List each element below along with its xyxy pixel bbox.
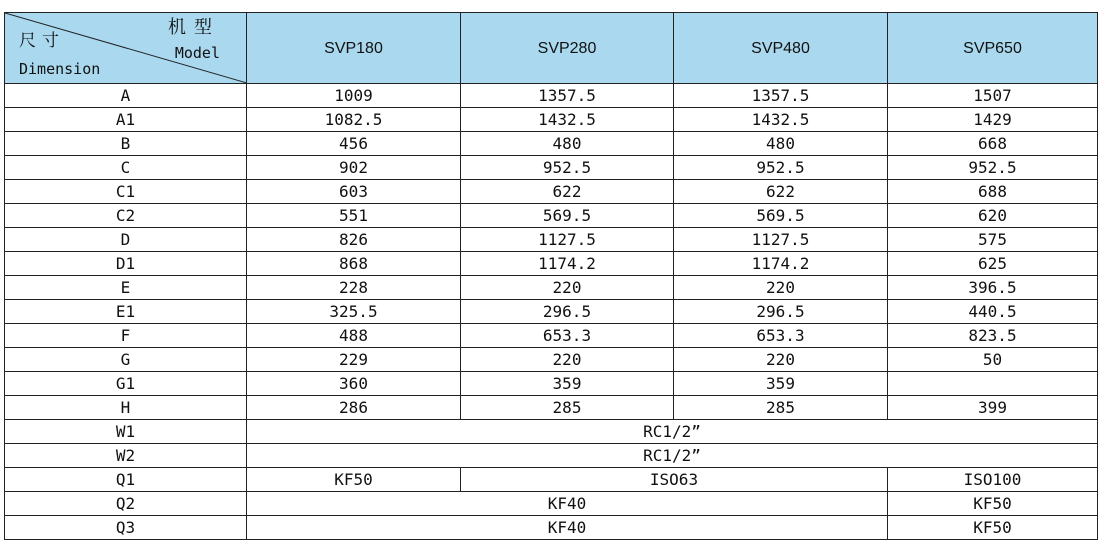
cell-value: 826 xyxy=(247,228,461,252)
table-row-q3 xyxy=(5,516,1098,540)
cell-value-merged: KF40 xyxy=(247,492,888,516)
cell-value: 220 xyxy=(674,276,888,300)
cell-value: 620 xyxy=(888,204,1098,228)
cell-value: 286 xyxy=(247,396,461,420)
cell-value: 396.5 xyxy=(888,276,1098,300)
row-label: Q1 xyxy=(5,468,247,492)
cell-value-merged: KF40 xyxy=(247,516,888,540)
table-row xyxy=(5,396,1098,420)
table-row xyxy=(5,348,1098,372)
cell-value: 480 xyxy=(461,132,674,156)
cell-value: 228 xyxy=(247,276,461,300)
dimension-table-container xyxy=(4,12,1098,540)
table-row xyxy=(5,276,1098,300)
cell-value: 653.3 xyxy=(674,324,888,348)
cell-value: 1357.5 xyxy=(461,84,674,108)
table-row xyxy=(5,108,1098,132)
model-header-svp180: SVP180 xyxy=(247,13,461,84)
model-header-svp480: SVP480 xyxy=(674,13,888,84)
model-header-svp280: SVP280 xyxy=(461,13,674,84)
cell-value: 551 xyxy=(247,204,461,228)
cell-value: 952.5 xyxy=(888,156,1098,180)
cell-value: 456 xyxy=(247,132,461,156)
table-row xyxy=(5,84,1098,108)
cell-value: 569.5 xyxy=(461,204,674,228)
cell-value: 603 xyxy=(247,180,461,204)
cell-value: 285 xyxy=(674,396,888,420)
cell-value: 823.5 xyxy=(888,324,1098,348)
row-label: W2 xyxy=(5,444,247,468)
cell-value: 1127.5 xyxy=(461,228,674,252)
cell-value: 220 xyxy=(461,348,674,372)
cell-value: 1009 xyxy=(247,84,461,108)
cell-value: 399 xyxy=(888,396,1098,420)
cell-value: 359 xyxy=(461,372,674,396)
table-row xyxy=(5,132,1098,156)
table-row-w1 xyxy=(5,420,1098,444)
cell-value: 480 xyxy=(674,132,888,156)
cell-value: 360 xyxy=(247,372,461,396)
corner-dimension-en: Dimension xyxy=(19,60,101,78)
cell-value: 653.3 xyxy=(461,324,674,348)
cell-value: 1432.5 xyxy=(461,108,674,132)
cell-value: KF50 xyxy=(888,516,1098,540)
cell-value: KF50 xyxy=(888,492,1098,516)
cell-value: 440.5 xyxy=(888,300,1098,324)
row-label: G xyxy=(5,348,247,372)
table-row-w2 xyxy=(5,444,1098,468)
cell-value: 622 xyxy=(674,180,888,204)
table-row xyxy=(5,324,1098,348)
cell-value: 625 xyxy=(888,252,1098,276)
cell-value: 220 xyxy=(674,348,888,372)
row-label: F xyxy=(5,324,247,348)
header-row xyxy=(5,13,1098,84)
cell-value: 622 xyxy=(461,180,674,204)
table-body xyxy=(5,84,1098,540)
cell-value: 488 xyxy=(247,324,461,348)
row-label: B xyxy=(5,132,247,156)
corner-header-cell xyxy=(5,13,247,84)
cell-value: 1357.5 xyxy=(674,84,888,108)
cell-value: 220 xyxy=(461,276,674,300)
table-row-q2 xyxy=(5,492,1098,516)
cell-value: 1429 xyxy=(888,108,1098,132)
cell-value: 902 xyxy=(247,156,461,180)
row-label: Q3 xyxy=(5,516,247,540)
cell-value: 569.5 xyxy=(674,204,888,228)
cell-value: 868 xyxy=(247,252,461,276)
table-row xyxy=(5,156,1098,180)
cell-value: 229 xyxy=(247,348,461,372)
cell-value-merged: ISO63 xyxy=(461,468,888,492)
row-label: C1 xyxy=(5,180,247,204)
cell-value: KF50 xyxy=(247,468,461,492)
row-label: H xyxy=(5,396,247,420)
row-label: C2 xyxy=(5,204,247,228)
table-row xyxy=(5,372,1098,396)
cell-value: 668 xyxy=(888,132,1098,156)
table-row xyxy=(5,204,1098,228)
row-label: E xyxy=(5,276,247,300)
row-label: A xyxy=(5,84,247,108)
cell-value: 1082.5 xyxy=(247,108,461,132)
cell-value: 359 xyxy=(674,372,888,396)
cell-value: 952.5 xyxy=(461,156,674,180)
table-row xyxy=(5,180,1098,204)
table-row xyxy=(5,300,1098,324)
dimension-table xyxy=(4,12,1098,540)
cell-value: 1432.5 xyxy=(674,108,888,132)
corner-model-zh: 机型 xyxy=(168,17,220,38)
cell-value: 325.5 xyxy=(247,300,461,324)
row-label: D xyxy=(5,228,247,252)
row-label: A1 xyxy=(5,108,247,132)
cell-value: 285 xyxy=(461,396,674,420)
row-label: E1 xyxy=(5,300,247,324)
cell-value: 296.5 xyxy=(461,300,674,324)
cell-value: 688 xyxy=(888,180,1098,204)
cell-value: 50 xyxy=(888,348,1098,372)
row-label: W1 xyxy=(5,420,247,444)
cell-value: ISO100 xyxy=(888,468,1098,492)
corner-dimension-zh: 尺寸 xyxy=(19,31,65,51)
row-label: D1 xyxy=(5,252,247,276)
cell-value: 952.5 xyxy=(674,156,888,180)
table-row-q1 xyxy=(5,468,1098,492)
model-header-svp650: SVP650 xyxy=(888,13,1098,84)
cell-value: 1507 xyxy=(888,84,1098,108)
table-row xyxy=(5,228,1098,252)
cell-value-merged: RC1/2” xyxy=(247,420,1098,444)
cell-value: 1127.5 xyxy=(674,228,888,252)
row-label: C xyxy=(5,156,247,180)
row-label: G1 xyxy=(5,372,247,396)
corner-model-en: Model xyxy=(174,44,220,62)
cell-value xyxy=(888,372,1098,396)
cell-value: 575 xyxy=(888,228,1098,252)
row-label: Q2 xyxy=(5,492,247,516)
cell-value: 1174.2 xyxy=(461,252,674,276)
cell-value: 296.5 xyxy=(674,300,888,324)
cell-value-merged: RC1/2” xyxy=(247,444,1098,468)
table-row xyxy=(5,252,1098,276)
cell-value: 1174.2 xyxy=(674,252,888,276)
